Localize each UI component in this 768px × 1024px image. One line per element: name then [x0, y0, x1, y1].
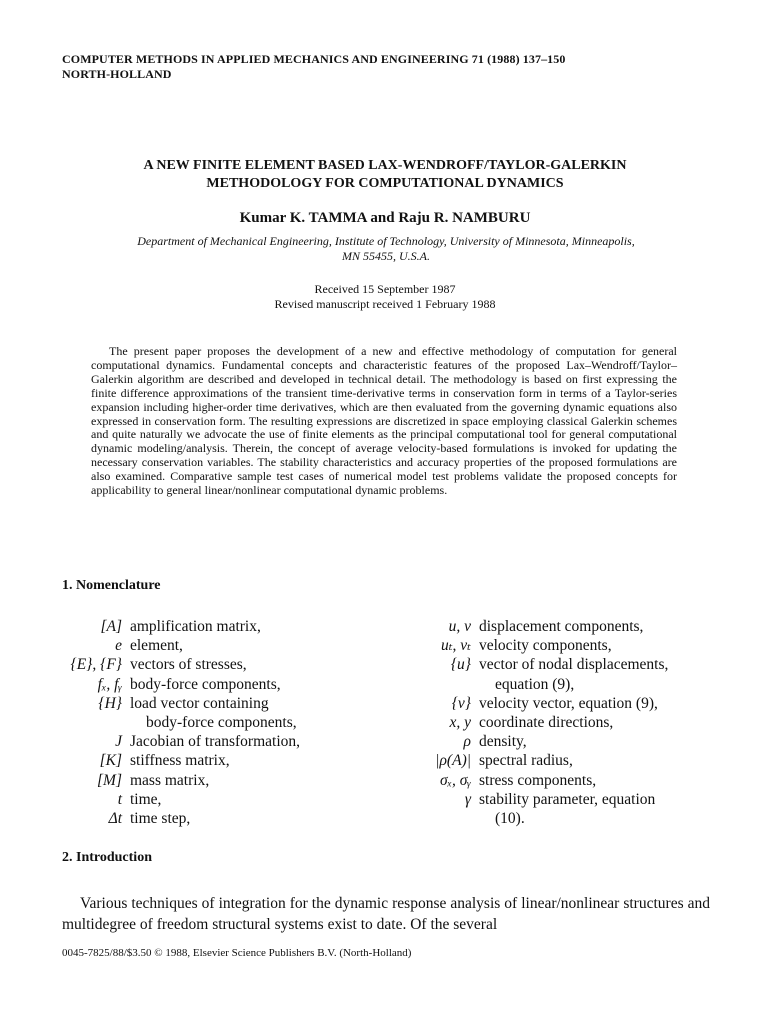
nomenclature-entry [392, 617, 722, 636]
nomenclature-definition: equation (9), [495, 675, 575, 693]
nomenclature-symbol: |ρ(A)| [435, 752, 471, 770]
nomenclature-definition: vector of nodal displacements, [479, 656, 669, 674]
nomenclature-definition: element, [130, 637, 183, 655]
publisher-line: NORTH-HOLLAND [62, 67, 172, 81]
nomenclature-symbol: γ [464, 790, 471, 808]
nomenclature-definition: body-force components, [130, 675, 281, 693]
nomenclature-left-column [40, 617, 380, 828]
nomenclature-symbol: {H} [98, 694, 122, 712]
nomenclature-definition: vectors of stresses, [130, 656, 247, 674]
nomenclature-symbol: σₓ, σᵧ [439, 771, 471, 789]
nomenclature-entry [392, 694, 722, 713]
nomenclature-symbol: e [115, 637, 122, 655]
received-date: Received 15 September 1987 [314, 282, 456, 296]
nomenclature-definition: spectral radius, [479, 752, 573, 770]
nomenclature-symbol: ρ [463, 733, 471, 751]
nomenclature-symbol: {E}, {F} [70, 656, 122, 674]
nomenclature-entry [40, 732, 380, 751]
nomenclature-symbol [392, 675, 471, 694]
nomenclature-definition: amplification matrix, [130, 618, 261, 635]
nomenclature-entry [40, 751, 380, 770]
journal-header [62, 52, 565, 82]
nomenclature-symbol: uₜ, vₜ [440, 637, 471, 655]
nomenclature-definition: body-force components, [146, 714, 297, 732]
nomenclature-symbol [392, 809, 471, 828]
nomenclature-symbol: u, v [448, 618, 471, 635]
nomenclature-symbol: {v} [451, 694, 471, 712]
nomenclature-entry [40, 790, 380, 809]
submission-dates [60, 282, 710, 312]
nomenclature-entry [392, 732, 722, 751]
nomenclature-definition: stress components, [479, 771, 597, 789]
nomenclature-entry [392, 790, 722, 809]
nomenclature-entry [40, 771, 380, 790]
journal-citation: COMPUTER METHODS IN APPLIED MECHANICS AND ENGINEERING 71 (1988) 137–150 [62, 52, 566, 66]
nomenclature-definition: time, [130, 790, 162, 808]
nomenclature-entry [40, 617, 380, 636]
introduction-heading: 2. Introduction [62, 850, 152, 865]
abstract: The present paper proposes the development of a new and effective methodology of computation for general computational dynamics. Fundamental concepts and characteristic features of the proposed Lax–Wendroff/Taylor–Galerkin algorithm are described and developed in technical detail. The methodology is based on first expressing the finite difference approximations of the transient time-derivative terms in conservation form in terms of a Taylor-series expansion including higher-order time derivatives, which are then evaluated from the governing dynamic equations also expressed in conservation form. The resulting expressions are discretized in space employing classical Galerkin schemes and quite naturally we advocate the use of finite elements as the principal computational tool for general computational dynamic modeling/analysis. Therein, the concept of average velocity-based formulations is invoked for updating the necessary conservation variables. The stability characteristics and accuracy properties of the proposed formulations are also examined. Comparative sample test cases of numerical model test problems validate the proposed concepts for applicability to general linear/nonlinear computational dynamic problems. [91, 344, 677, 498]
affiliation [90, 234, 682, 264]
nomenclature-definition: stiffness matrix, [130, 752, 230, 770]
nomenclature-definition: mass matrix, [130, 771, 210, 789]
nomenclature-heading: 1. Nomenclature [62, 578, 161, 593]
paper-title [60, 157, 710, 193]
nomenclature-entry [392, 751, 722, 770]
nomenclature-entry [40, 809, 380, 828]
nomenclature-entry [40, 713, 380, 732]
nomenclature-definition: velocity components, [479, 637, 612, 655]
title-line-2: METHODOLOGY FOR COMPUTATIONAL DYNAMICS [206, 176, 564, 191]
affiliation-line-1: Department of Mechanical Engineering, Institute of Technology, University of Minnesota, Minneapolis, [137, 234, 635, 248]
nomenclature-entry [40, 675, 380, 694]
nomenclature-symbol: J [115, 733, 122, 751]
copyright-footer: 0045-7825/88/$3.50 © 1988, Elsevier Science Publishers B.V. (North-Holland) [62, 947, 412, 959]
nomenclature-entry [392, 771, 722, 790]
nomenclature-definition: displacement components, [479, 618, 644, 635]
nomenclature-entry [392, 636, 722, 655]
nomenclature-symbol: Δt [108, 810, 122, 828]
authors: Kumar K. TAMMA and Raju R. NAMBURU [239, 210, 531, 226]
nomenclature-symbol: [M] [97, 771, 122, 789]
nomenclature-entry [392, 809, 722, 828]
nomenclature-definition: load vector containing [130, 694, 269, 712]
nomenclature-symbol: [A] [100, 618, 122, 635]
nomenclature-symbol: x, y [449, 714, 471, 732]
nomenclature-definition: density, [479, 733, 527, 751]
nomenclature-right-column [392, 617, 722, 828]
nomenclature-symbol: fₓ, fᵧ [97, 675, 122, 693]
revised-date: Revised manuscript received 1 February 1988 [274, 297, 496, 311]
nomenclature-entry [392, 675, 722, 694]
nomenclature-definition: stability parameter, equation [479, 790, 656, 808]
nomenclature-definition: coordinate directions, [479, 714, 614, 732]
introduction-text: Various techniques of integration for the dynamic response analysis of linear/nonlinear structures and multidegree of freedom structural systems exist to date. Of the several [62, 895, 710, 933]
nomenclature-entry [392, 655, 722, 674]
nomenclature-definition: time step, [130, 810, 191, 828]
nomenclature-entry [40, 694, 380, 713]
nomenclature-entry [40, 655, 380, 674]
nomenclature-entry [40, 636, 380, 655]
affiliation-line-2: MN 55455, U.S.A. [342, 249, 430, 263]
nomenclature-definition: velocity vector, equation (9), [479, 694, 658, 712]
nomenclature-definition: Jacobian of transformation, [130, 733, 301, 751]
nomenclature-symbol [40, 713, 122, 732]
nomenclature-symbol: [K] [99, 752, 122, 770]
nomenclature-entry [392, 713, 722, 732]
nomenclature-definition: (10). [495, 810, 525, 828]
title-line-1: A NEW FINITE ELEMENT BASED LAX-WENDROFF/TAYLOR-GALERKIN [143, 158, 627, 173]
nomenclature-symbol: {u} [450, 656, 471, 674]
nomenclature-symbol: t [117, 790, 122, 808]
